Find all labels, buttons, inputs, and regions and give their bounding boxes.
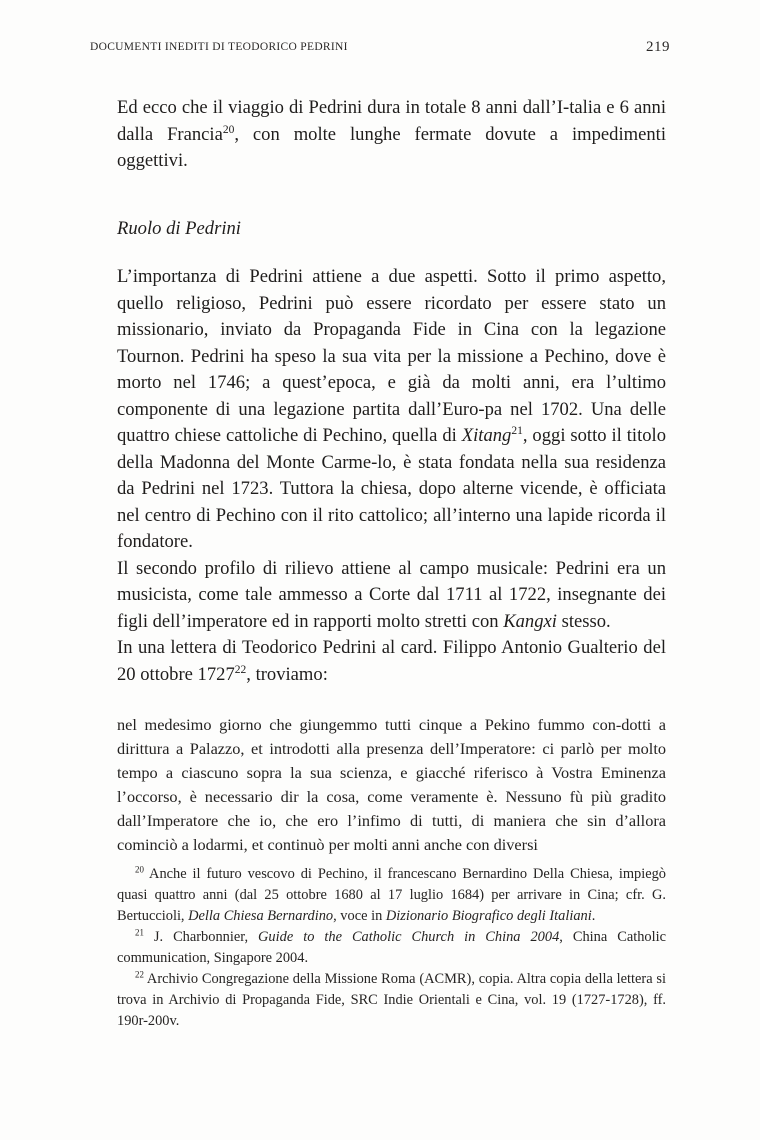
block-quote (117, 713, 666, 857)
footnote-21-italic-a: Guide to the Catholic Church in China 2004 (258, 929, 560, 945)
footnote-20-text-c: . (591, 908, 596, 924)
footnotes (117, 864, 666, 1032)
section-heading: Ruolo di Pedrini (117, 218, 241, 239)
footnote-20-italic-a: Della Chiesa Bernardino (188, 908, 334, 924)
footnote-21-text-a: J. Charbonnier, (143, 929, 259, 945)
footnote-ref-21[interactable]: 21 (511, 424, 523, 437)
running-title: DOCUMENTI INEDITI DI TEODORICO PEDRINI (90, 41, 348, 53)
paragraph-2 (117, 556, 666, 636)
footnote-21-number: 21 (135, 927, 144, 938)
paragraph-1 (117, 264, 666, 556)
footnote-ref-22[interactable]: 22 (234, 663, 247, 676)
paragraph-3 (117, 635, 666, 688)
running-head (90, 41, 670, 61)
quote-text: nel medesimo giorno che giungemmo tutti cinque a Pekino fummo con-dotti a dirittura a Palazzo, et introdotti alla presenza dell’Imperatore: ci parlò per molto tempo a ciascuno sopra la sua scienza, e giacché riferisco à Vostra Eminenza l’occorso, è necessario dir la cosa, come veramente è. Nessuno fù più gradito dall’Imperatore che io, che ero l’infimo di tutti, di maniera che sin d’allora cominciò a lodarmi, et continuò per molti anni anche con diversi (117, 715, 666, 854)
footnote-22 (117, 969, 666, 1032)
para2-text-b: stesso. (556, 610, 611, 632)
intro-paragraph (117, 95, 666, 175)
para2-italic-kangxi: Kangxi (503, 610, 557, 632)
footnote-21 (117, 927, 666, 969)
footnote-22-number: 22 (135, 969, 144, 980)
footnote-20-number: 20 (135, 864, 144, 875)
footnote-21-text-b: , China Catholic communication, Singapore 2004. (117, 929, 666, 966)
main-text (117, 264, 666, 688)
para1-text-a: L’importanza di Pedrini attiene a due aspetti. Sotto il primo aspetto, quello religioso, Pedrini può essere ricordato per essere stato un missionario, inviato da Propaganda Fide in Cina con la legazione Tournon. Pedrini ha speso la sua vita per la missione a Pechino, dove è morto nel 1746; a quest’epoca, e già da molti anni, era l’ultimo componente di una legazione partita dall’Euro-pa nel 1702. Una delle quattro chiese cattoliche di Pechino, quella di (117, 266, 666, 446)
para3-text-a: In una lettera di Teodorico Pedrini al card. Filippo Antonio Gualterio del 20 ottobre 1727 (117, 637, 666, 685)
intro-text-b: , con molte lunghe fermate dovute a impedimenti oggettivi. (117, 123, 666, 171)
footnote-20-italic-b: Dizionario Biografico degli Italiani (385, 908, 592, 924)
para1-italic-xitang: Xitang (461, 425, 512, 446)
footnote-ref-20[interactable]: 20 (222, 123, 235, 136)
para3-text-b: , troviamo: (246, 663, 328, 685)
footnote-20 (117, 864, 666, 927)
page-number: 219 (646, 39, 670, 55)
footnote-20-text-a: Anche il futuro vescovo di Pechino, il francescano Bernardino Della Chiesa, impiegò quasi quattro anni (dal 25 ottobre 1680 al 17 luglio 1684) per arrivare in Cina; cfr. G. Bertuccioli, (117, 866, 666, 924)
para2-text-a: Il secondo profilo di rilievo attiene al campo musicale: Pedrini era un musicista, come tale ammesso a Corte dal 1711 al 1722, insegnante dei figli dell’imperatore ed in rapporti molto stretti con (117, 557, 666, 632)
para1-text-b: , oggi sotto il titolo della Madonna del Monte Carme-lo, è stata fondata nella sua residenza da Pedrini nel 1723. Tuttora la chiesa, dopo alterne vicende, è officiata nel centro di Pechino con il rito cattolico; all’interno una lapide ricorda il fondatore. (117, 425, 666, 552)
intro-text-a: Ed ecco che il viaggio di Pedrini dura in totale 8 anni dall’I-talia e 6 anni dalla Francia (117, 97, 666, 145)
footnote-20-text-b: , voce in (333, 908, 386, 924)
footnote-22-text-a: Archivio Congregazione della Missione Roma (ACMR), copia. Altra copia della lettera si trova in Archivio di Propaganda Fide, SRC Indie Orientali e Cina, vol. 19 (1727-1728), ff. 190r-200v. (117, 971, 666, 1029)
